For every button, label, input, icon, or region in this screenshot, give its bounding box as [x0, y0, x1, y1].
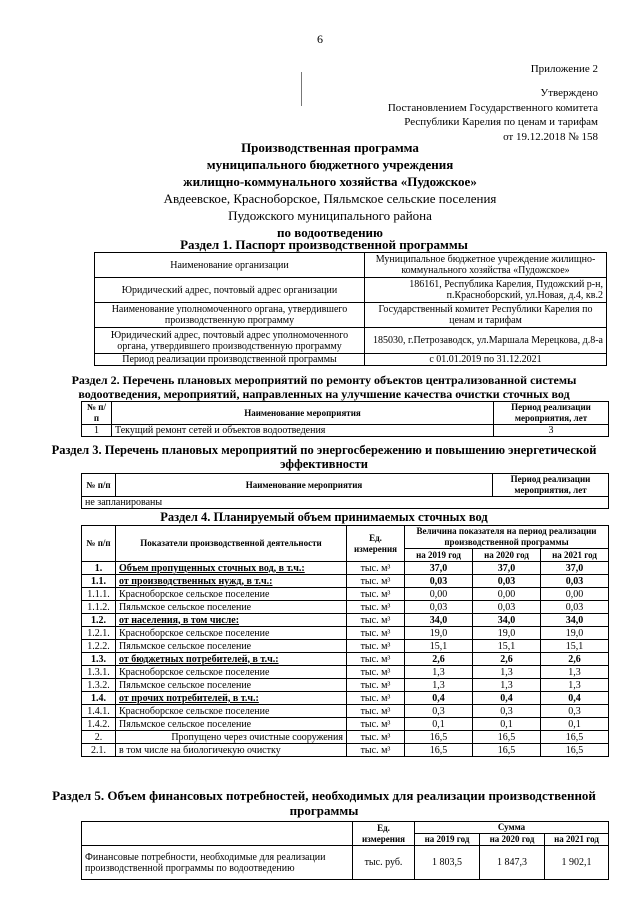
cell-value: 0,1	[405, 718, 473, 731]
cell-value: 19,0	[541, 627, 609, 640]
cell-value: 16,5	[473, 744, 541, 757]
cell-value: 16,5	[405, 731, 473, 744]
section5-heading: Раздел 5. Объем финансовых потребностей, необходимых для реализации производственной программы	[52, 788, 596, 818]
cell-name: Красноборское сельское поселение	[116, 627, 347, 640]
cell-label: Наименование уполномоченного органа, утвердившего производственную программу	[95, 303, 365, 328]
cell-value: 0,4	[473, 692, 541, 705]
table-row	[82, 653, 609, 666]
cell-name: Красноборское сельское поселение	[116, 666, 347, 679]
cell-value: Государственный комитет Республики Карелия по ценам и тарифам	[365, 303, 607, 328]
table-header	[82, 822, 609, 834]
cell-value: 37,0	[405, 562, 473, 575]
cell-unit: тыс. м³	[347, 588, 405, 601]
cell-name: Пропущено через очистные сооружения	[116, 731, 347, 744]
passport-table	[94, 252, 607, 366]
section4-heading: Раздел 4. Планируемый объем принимаемых сточных вод	[160, 510, 488, 524]
cell-num: 1.2.	[82, 614, 116, 627]
cell-num: 1.4.1.	[82, 705, 116, 718]
cell-value: 0,1	[473, 718, 541, 731]
table-row	[82, 614, 609, 627]
cell-num: 1	[82, 425, 112, 437]
cell-value: 1,3	[405, 679, 473, 692]
cell-unit: тыс. м³	[347, 562, 405, 575]
cell-value: 1,3	[473, 666, 541, 679]
cell-label: Юридический адрес, почтовый адрес организации	[95, 278, 365, 303]
title-line: Авдеевское, Красноборское, Пяльмское сельские поселения	[163, 191, 497, 206]
table-row	[82, 425, 609, 437]
header-period: Период реализации мероприятия, лет	[494, 402, 609, 425]
cell-value: 0,03	[473, 575, 541, 588]
cell-value: 0,3	[541, 705, 609, 718]
cell-value: 2,6	[473, 653, 541, 666]
cell-value: 37,0	[473, 562, 541, 575]
table-row	[82, 601, 609, 614]
table-row	[82, 846, 609, 880]
cell-num: 1.	[82, 562, 116, 575]
cell-num: 1.2.1.	[82, 627, 116, 640]
cell-value: 0,03	[541, 575, 609, 588]
table-row	[95, 278, 607, 303]
cell-num: 1.3.	[82, 653, 116, 666]
table-row	[82, 588, 609, 601]
cell-unit: тыс. м³	[347, 614, 405, 627]
cell-num: 1.1.	[82, 575, 116, 588]
cell-label: Период реализации производственной программы	[95, 354, 365, 366]
title-line: Пудожского муниципального района	[228, 208, 432, 223]
table-row	[82, 731, 609, 744]
cell-unit: тыс. м³	[347, 653, 405, 666]
title-line: по водоотведению	[277, 225, 383, 240]
cell-value: 34,0	[473, 614, 541, 627]
table-header	[82, 402, 609, 425]
cell-name: Пяльмское сельское поселение	[116, 601, 347, 614]
cell-value: 19,0	[473, 627, 541, 640]
section3-table	[81, 473, 609, 509]
cell-value: 1,3	[541, 666, 609, 679]
cell-value: 1,3	[473, 679, 541, 692]
page-number: 6	[317, 32, 323, 46]
header-unit: Ед. измерения	[353, 822, 415, 846]
cell-value: 0,3	[405, 705, 473, 718]
cell-name: от прочих потребителей, в т.ч.:	[116, 692, 347, 705]
table-header	[82, 474, 609, 497]
table-row	[82, 497, 609, 509]
scan-line	[301, 72, 302, 106]
cell-unit: тыс. м³	[347, 692, 405, 705]
cell-value: 15,1	[473, 640, 541, 653]
cell-name: Пяльмское сельское поселение	[116, 640, 347, 653]
cell-label: Наименование организации	[95, 253, 365, 278]
table-row	[82, 666, 609, 679]
table-row	[82, 679, 609, 692]
cell-name: Красноборское сельское поселение	[116, 705, 347, 718]
cell-value: 1 902,1	[545, 846, 609, 880]
cell-num: 1.3.2.	[82, 679, 116, 692]
cell-unit: тыс. м³	[347, 705, 405, 718]
cell-value: 0,03	[405, 575, 473, 588]
cell-value: 2,6	[541, 653, 609, 666]
cell-num: 1.1.1.	[82, 588, 116, 601]
cell-unit: тыс. м³	[347, 679, 405, 692]
table-header	[82, 526, 609, 549]
table-row	[82, 705, 609, 718]
cell-value: 15,1	[405, 640, 473, 653]
approval-block	[388, 86, 598, 144]
cell-value: 0,00	[405, 588, 473, 601]
cell-unit: тыс. м³	[347, 731, 405, 744]
title-line: Производственная программа	[241, 140, 419, 155]
cell-unit: тыс. м³	[347, 640, 405, 653]
cell-name: от производственных нужд, в т.ч.:	[116, 575, 347, 588]
cell-value: 1,3	[541, 679, 609, 692]
cell-value: 0,3	[473, 705, 541, 718]
cell-name: Пяльмское сельское поселение	[116, 718, 347, 731]
cell-value: 2,6	[405, 653, 473, 666]
cell-value: 1 803,5	[415, 846, 480, 880]
cell-name: от бюджетных потребителей, в т.ч.:	[116, 653, 347, 666]
cell-value: 0,1	[541, 718, 609, 731]
cell-value: с 01.01.2019 по 31.12.2021	[365, 354, 607, 366]
cell-value: 16,5	[405, 744, 473, 757]
header-year: на 2019 год	[415, 834, 480, 846]
section2-heading: Раздел 2. Перечень плановых мероприятий по ремонту объектов централизованной системы водоотведения, мероприятий, направленных на улучшение качества очистки сточных вод	[71, 373, 577, 401]
header-year: на 2020 год	[480, 834, 545, 846]
cell-value: 19,0	[405, 627, 473, 640]
table-row	[95, 253, 607, 278]
header-year: на 2020 год	[473, 549, 541, 562]
cell-unit: тыс. м³	[347, 718, 405, 731]
cell-value: 16,5	[541, 744, 609, 757]
cell-value: 16,5	[541, 731, 609, 744]
cell-label: Юридический адрес, почтовый адрес уполномоченного органа, утвердившего производственную программу	[95, 328, 365, 354]
cell-empty-note: не запланированы	[82, 497, 609, 509]
cell-num: 1.4.2.	[82, 718, 116, 731]
header-period: Период реализации мероприятия, лет	[493, 474, 609, 497]
cell-value: 0,03	[473, 601, 541, 614]
title-line: жилищно-коммунального хозяйства «Пудожское»	[183, 174, 477, 189]
header-year: на 2019 год	[405, 549, 473, 562]
cell-name: от населения, в том числе:	[116, 614, 347, 627]
approval-line: Постановлением Государственного комитета	[387, 101, 598, 114]
approval-line: Республики Карелия по ценам и тарифам	[404, 116, 598, 128]
cell-num: 1.1.2.	[82, 601, 116, 614]
cell-name: Финансовые потребности, необходимые для реализации производственной программы по водоотведению	[82, 846, 353, 880]
cell-value: 185030, г.Петрозаводск, ул.Маршала Мерецкова, д.8-а	[365, 328, 607, 354]
title-line: муниципального бюджетного учреждения	[206, 157, 454, 172]
cell-unit: тыс. руб.	[353, 846, 415, 880]
header-name: Наименование мероприятия	[112, 402, 494, 425]
cell-value: 16,5	[473, 731, 541, 744]
cell-value: 1,3	[405, 666, 473, 679]
table-row	[82, 562, 609, 575]
header-num: № п/п	[82, 402, 112, 425]
header-num: № п/п	[82, 526, 116, 562]
table-row	[82, 718, 609, 731]
header-name: Показатели производственной деятельности	[116, 526, 347, 562]
cell-value: 0,4	[541, 692, 609, 705]
cell-unit: тыс. м³	[347, 575, 405, 588]
cell-name: Объем пропущенных сточных вод, в т.ч.:	[116, 562, 347, 575]
table-row	[95, 354, 607, 366]
cell-num: 2.1.	[82, 744, 116, 757]
cell-name: Текущий ремонт сетей и объектов водоотведения	[112, 425, 494, 437]
table-row	[95, 303, 607, 328]
cell-num: 2.	[82, 731, 116, 744]
cell-period: 3	[494, 425, 609, 437]
header-value: Величина показателя на период реализации производственной программы	[405, 526, 609, 549]
table-row	[82, 575, 609, 588]
cell-num: 1.2.2.	[82, 640, 116, 653]
table-row	[82, 640, 609, 653]
cell-value: 186161, Республика Карелия, Пудожский р-н, п.Красноборский, ул.Новая, д.4, кв.2	[365, 278, 607, 303]
header-num: № п/п	[82, 474, 116, 497]
table-row	[82, 692, 609, 705]
section3-heading: Раздел 3. Перечень плановых мероприятий по энергосбережению и повышению энергетической эффективности	[51, 443, 597, 471]
cell-name: Красноборское сельское поселение	[116, 588, 347, 601]
cell-unit: тыс. м³	[347, 666, 405, 679]
approval-line: Утверждено	[540, 87, 598, 99]
cell-value: 0,00	[541, 588, 609, 601]
cell-value: 34,0	[541, 614, 609, 627]
table-row	[82, 744, 609, 757]
cell-value: 0,4	[405, 692, 473, 705]
header-empty	[82, 822, 353, 846]
header-name: Наименование мероприятия	[116, 474, 493, 497]
cell-unit: тыс. м³	[347, 627, 405, 640]
cell-value: 15,1	[541, 640, 609, 653]
cell-num: 1.4.	[82, 692, 116, 705]
cell-name: в том числе на биологичекую очистку	[116, 744, 347, 757]
section4-table	[81, 525, 609, 757]
section2-table	[81, 401, 609, 437]
cell-value: 34,0	[405, 614, 473, 627]
section1-heading: Раздел 1. Паспорт производственной программы	[180, 237, 468, 252]
cell-value: 0,03	[405, 601, 473, 614]
header-sum: Сумма	[415, 822, 609, 834]
approval-line: от 19.12.2018 № 158	[503, 130, 598, 143]
table-row	[82, 627, 609, 640]
cell-value: 0,03	[541, 601, 609, 614]
cell-unit: тыс. м³	[347, 601, 405, 614]
cell-value: Муниципальное бюджетное учреждение жилищно-коммунального хозяйства «Пудожское»	[365, 253, 607, 278]
cell-name: Пяльмское сельское поселение	[116, 679, 347, 692]
header-year: на 2021 год	[541, 549, 609, 562]
header-year: на 2021 год	[545, 834, 609, 846]
table-row	[95, 328, 607, 354]
cell-value: 0,00	[473, 588, 541, 601]
header-unit: Ед. измерения	[347, 526, 405, 562]
cell-value: 1 847,3	[480, 846, 545, 880]
appendix-label: Приложение 2	[530, 63, 598, 75]
section5-table	[81, 821, 609, 880]
cell-unit: тыс. м³	[347, 744, 405, 757]
cell-num: 1.3.1.	[82, 666, 116, 679]
cell-value: 37,0	[541, 562, 609, 575]
document-title	[90, 139, 570, 241]
